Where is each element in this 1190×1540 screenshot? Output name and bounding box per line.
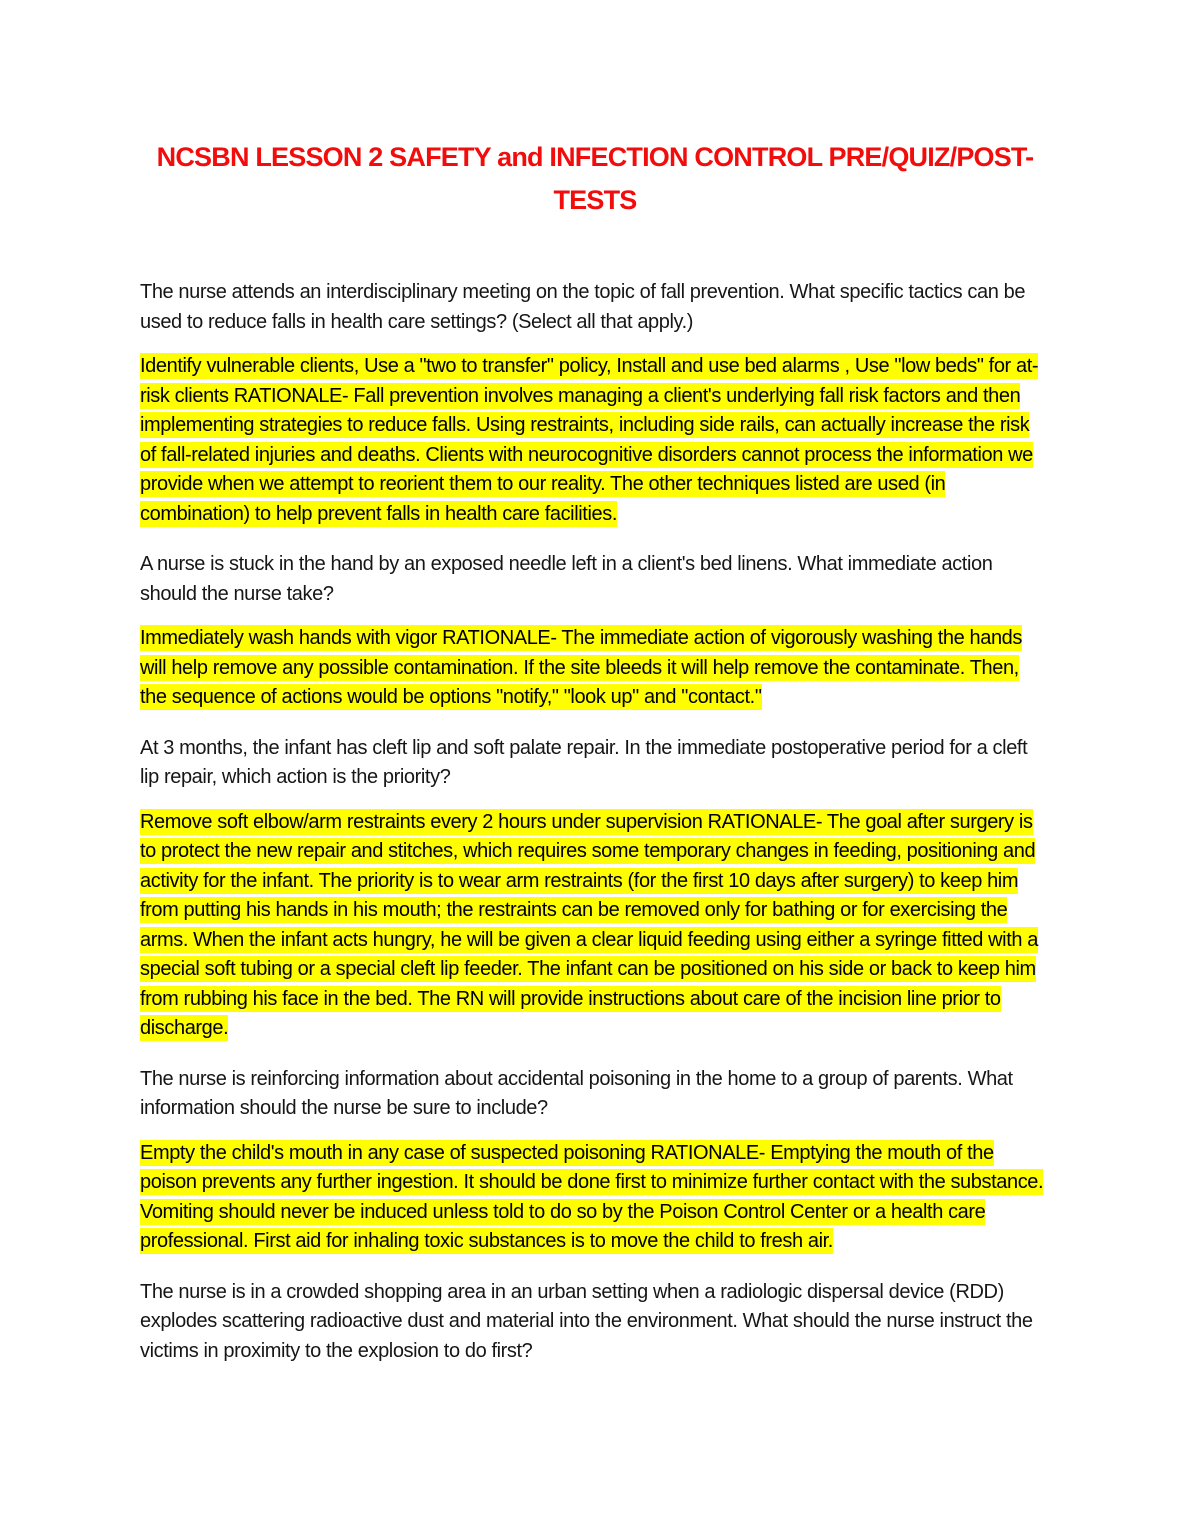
- title-line-1: NCSBN LESSON 2 SAFETY and INFECTION CONTROL PRE/QUIZ/POST-: [156, 142, 1034, 172]
- answer-paragraph-1: [140, 352, 1050, 529]
- highlighted-answer-3: Remove soft elbow/arm restraints every 2 hours under supervision RATIONALE- The goal after surgery is to protect the new repair and stitches, which requires some temporary changes in feeding, positioning and activity for the infant. The priority is to wear arm restraints (for the first 10 days after surgery) to keep him from putting his hands in his mouth; the restraints can be removed only for bathing or for exercising the arms. When the infant acts hungry, he will be given a clear liquid feeding using either a syringe fitted with a special soft tubing or a special cleft lip feeder. The infant can be positioned on his side or back to keep him from rubbing his face in the bed. The RN will provide instructions about care of the incision line prior to discharge.: [140, 810, 1038, 1039]
- question-paragraph-3: At 3 months, the infant has cleft lip and soft palate repair. In the immediate postoperative period for a cleft lip repair, which action is the priority?: [140, 736, 1028, 788]
- question-paragraph-1: The nurse attends an interdisciplinary meeting on the topic of fall prevention. What specific tactics can be used to reduce falls in health care settings? (Select all that apply.): [140, 281, 1026, 333]
- answer-paragraph-3: [140, 808, 1050, 1044]
- highlighted-answer-1: Identify vulnerable clients, Use a "two to transfer" policy, Install and use bed alarms , Use "low beds" for at-risk clients RATIONALE- Fall prevention involves managing a client's underlying fall risk factors and then implementing strategies to reduce falls. Using restraints, including side rails, can actually increase the risk of fall-related injuries and deaths. Clients with neurocognitive disorders cannot process the information we provide when we attempt to reorient them to our reality. The other techniques listed are used (in combination) to help prevent falls in health care facilities.: [140, 355, 1039, 525]
- document-title: [140, 136, 1050, 222]
- title-line-2: TESTS: [553, 185, 637, 215]
- highlighted-answer-2: Immediately wash hands with vigor RATIONALE- The immediate action of vigorously washing the hands will help remove any possible contamination. If the site bleeds it will help remove the contaminate. Then, the sequence of actions would be options "notify," "look up" and "contact.": [140, 627, 1023, 708]
- answer-paragraph-2: [140, 624, 1050, 713]
- question-paragraph-4: The nurse is reinforcing information about accidental poisoning in the home to a group of parents. What information should the nurse be sure to include?: [140, 1067, 1013, 1119]
- question-paragraph-2: A nurse is stuck in the hand by an exposed needle left in a client's bed linens. What immediate action should the nurse take?: [140, 553, 993, 605]
- question-paragraph-5: The nurse is in a crowded shopping area in an urban setting when a radiologic dispersal device (RDD) explodes scattering radioactive dust and material into the environment. What should the nurse instruct the victims in proximity to the explosion to do first?: [140, 1280, 1033, 1362]
- highlighted-answer-4: Empty the child's mouth in any case of suspected poisoning RATIONALE- Emptying the mouth of the poison prevents any further ingestion. It should be done first to minimize further contact with the substance. Vomiting should never be induced unless told to do so by the Poison Control Center or a health care professional. First aid for inhaling toxic substances is to move the child to fresh air.: [140, 1141, 1044, 1252]
- answer-paragraph-4: [140, 1139, 1050, 1257]
